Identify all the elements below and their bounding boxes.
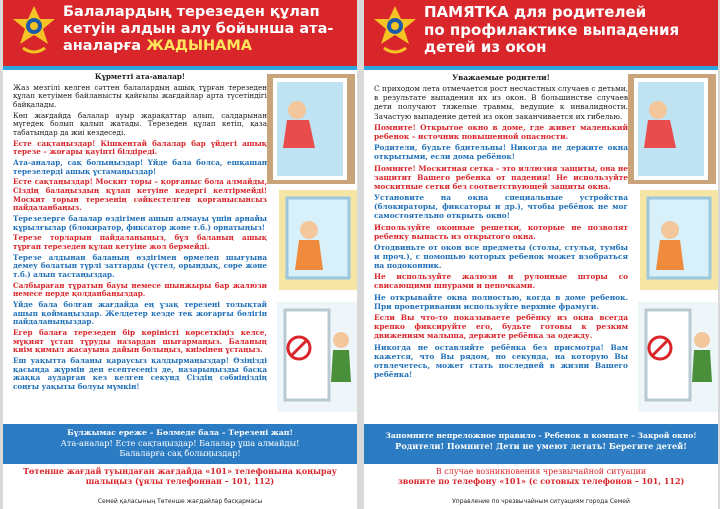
memo-paragraph: Родители, будьте бдительны! Никогда не держите окна открытыми, если дома ребёнок! (374, 143, 628, 162)
memo-paragraph: Никогда не оставляйте ребёнка без присмотра! Вам кажется, что Вы рядом, но секунда, на которую Вы отвлечетесь, может стать последней в жизни Вашего ребёнка! (374, 342, 628, 379)
memo-paragraph: Терезе торларын пайдаланыңыз, бұл баланың ашық тұрған терезеден құлап кетуіне жол бермейді. (13, 233, 267, 251)
memo-paragraph: Терезе алдынан баланың өздігімен өрмелеп шығуына демеу болатын түрлі заттарды (үстел, орындық, сөре және т.б.) алып тастаңыздар. (13, 252, 267, 279)
memo-body (13, 73, 267, 394)
memo-paragraph: Ата-аналар, сақ болыңыздар! Үйде бала болса, ешқашан терезелерді ашық ұстамаңыздар! (13, 158, 267, 176)
issuer-signature: Управление по чрезвычайным ситуациям города Семей (452, 498, 630, 505)
emergency-phone-note: Төтенше жағдай туындаған жағдайда «101» телефонына қоңырау шалыңыз (ұялы телефоннан – 101, 112) (23, 466, 337, 486)
memo-paragraph: Отодвиньте от окон все предметы (столы, стулья, тумбы и проч.), с помощью которых ребенок может взобраться на подоконник. (374, 242, 628, 271)
memo-paragraph: Не используйте жалюзи и рулонные шторы со свисающими шнурами и цепочками. (374, 272, 628, 291)
memo-paragraph: Еш уақытта баланы қараусыз қалдырмаңыздар! Өзіңізді қасыңда жүрмін деп есептесеңіз де, назарыңызды басқа жаққа аударған кез келген секунд Сіздің сәбиіңіздің соңғы уақыты болуы мүмкін! (13, 356, 267, 391)
memo-paragraph: Есте сақтаңыздар! Москит торы – қорғаныс бола алмайды, Сіздің балаңыздың құлап кетуіне кедергі келтірмейді! Москит торын терезенің сәйкестелген қорғанысынсыз пайдаланбаңыз. (13, 177, 267, 213)
page-title: ПАМЯТКА для родителей по профилактике выпадения детей из окон (424, 3, 680, 56)
memo-paragraph: С приходом лета отмечается рост несчастных случаев с детьми, в результате выпадения их из окон. В большинстве случаев дети получают тяжелые травмы, ведущие к инвалидности. Зачастую выпадение детей из окон заканчивается их гибелью. (374, 84, 628, 121)
memo-paragraph: Жаз мезгілі келген сәттен балалардың ашық тұрған терезеден құлап кетуімен байланысты қайғылы жағдайлар арта түсетіндігі байқалады. (13, 82, 267, 109)
memo-paragraph: Помните! Москитная сетка - это иллюзия защиты, она не защитит Вашего ребенка от падения! Не используйте москитные сетки без соответствующей защиты окна. (374, 163, 628, 191)
memo-paragraph: Используйте оконные решетки, которые не позволят ребенку выпасть из открытого окна. (374, 222, 628, 241)
issuer-signature: Семей қаласының Төтенше жағдайлар басқармасы (97, 498, 263, 505)
memo-page-russian (364, 0, 718, 509)
memo-paragraph: Үйде бала болған жағдайда ең ұзақ терезені толықтай ашып қоймаңыздар. Желдетер кезде тек жоғарғы бөлігін пайдаланыңыздар. (13, 300, 267, 327)
memo-paragraph: Салбыраған тұратын бауы немесе шынжыры бар жалюзи немесе перде қолданбаңыздар. (13, 280, 267, 299)
memo-page-kazakh (3, 0, 357, 509)
memo-paragraph: Көп жағдайда балалар ауыр жарақаттар алып, салдарынан мүгедек болып қалып жатады. Терезеден құлап кетіп, қаза табатындар да жиі кездеседі. (13, 110, 267, 137)
emergency-phone-note: В случае возникновения чрезвычайной ситуации звоните по телефону «101» (с сотовых телефонов – 101, 112) (397, 467, 685, 486)
memo-paragraph: Есте сақтаңыздар! Кішкентай балалар бар үйдегі ашық терезе – жоғары қауіпті білдіреді. (13, 138, 267, 157)
child-window-illustration (257, 70, 357, 432)
memo-paragraph: Терезелерге балалар өздігімен ашып алмауы үшін арнайы құрылғылар (блокиратор, фиксатор және т.б.) орнатыңыз! (13, 214, 267, 232)
emergency-emblem-icon (11, 4, 57, 60)
greeting: Құрметті ата-аналар! (94, 72, 186, 81)
memo-paragraph: Егер балаға терезеден бір көріністі көрсеткіңіз келсе, мұқият ұстап тұруды назардан шығармаңыз. Баланың киім қимыл жасауына дайын болыңыз, киімінен ұстаңыз. (13, 328, 267, 355)
memo-body (374, 73, 628, 381)
memo-paragraph: Не открывайте окна полностью, когда в доме ребенок. При проветривании используйте верхние фрамуги. (374, 292, 628, 311)
rule-band: Запомните непреложное правило - Ребенок в комнате – Закрой окно! Родители! Помните! Дети не умеют летать! Берегите детей! (364, 424, 718, 464)
header-banner (364, 0, 718, 66)
page-title: Балалардың терезеден құлап кетуін алдын алу бойынша ата- аналарға ЖАДЫНАМА (63, 4, 334, 54)
greeting: Уважаемые родители! (452, 73, 550, 82)
memo-paragraph: Установите на окна специальные устройства (блокираторы, фиксаторы и др.), чтобы ребёнок не мог самостоятельно открыть окно! (374, 193, 628, 221)
header-banner (3, 0, 357, 66)
memo-paragraph: Помните! Открытое окно в доме, где живет маленький ребенок – источник повышенной опасности. (374, 122, 628, 141)
emergency-emblem-icon (372, 4, 418, 60)
child-window-illustration (618, 70, 718, 432)
rule-band: Бұлжымас ереже – Бөлмеде бала – Терезені жап! Ата-аналар! Есте сақтаңыздар! Балалар ұша алмайды! Балаларға сақ болыңыздар! (3, 424, 357, 464)
memo-paragraph: Если Вы что-то показываете ребёнку из окна всегда крепко фиксируйте его, будьте готовы к резким движениям малыша, держите ребёнка за одежду. (374, 313, 628, 341)
